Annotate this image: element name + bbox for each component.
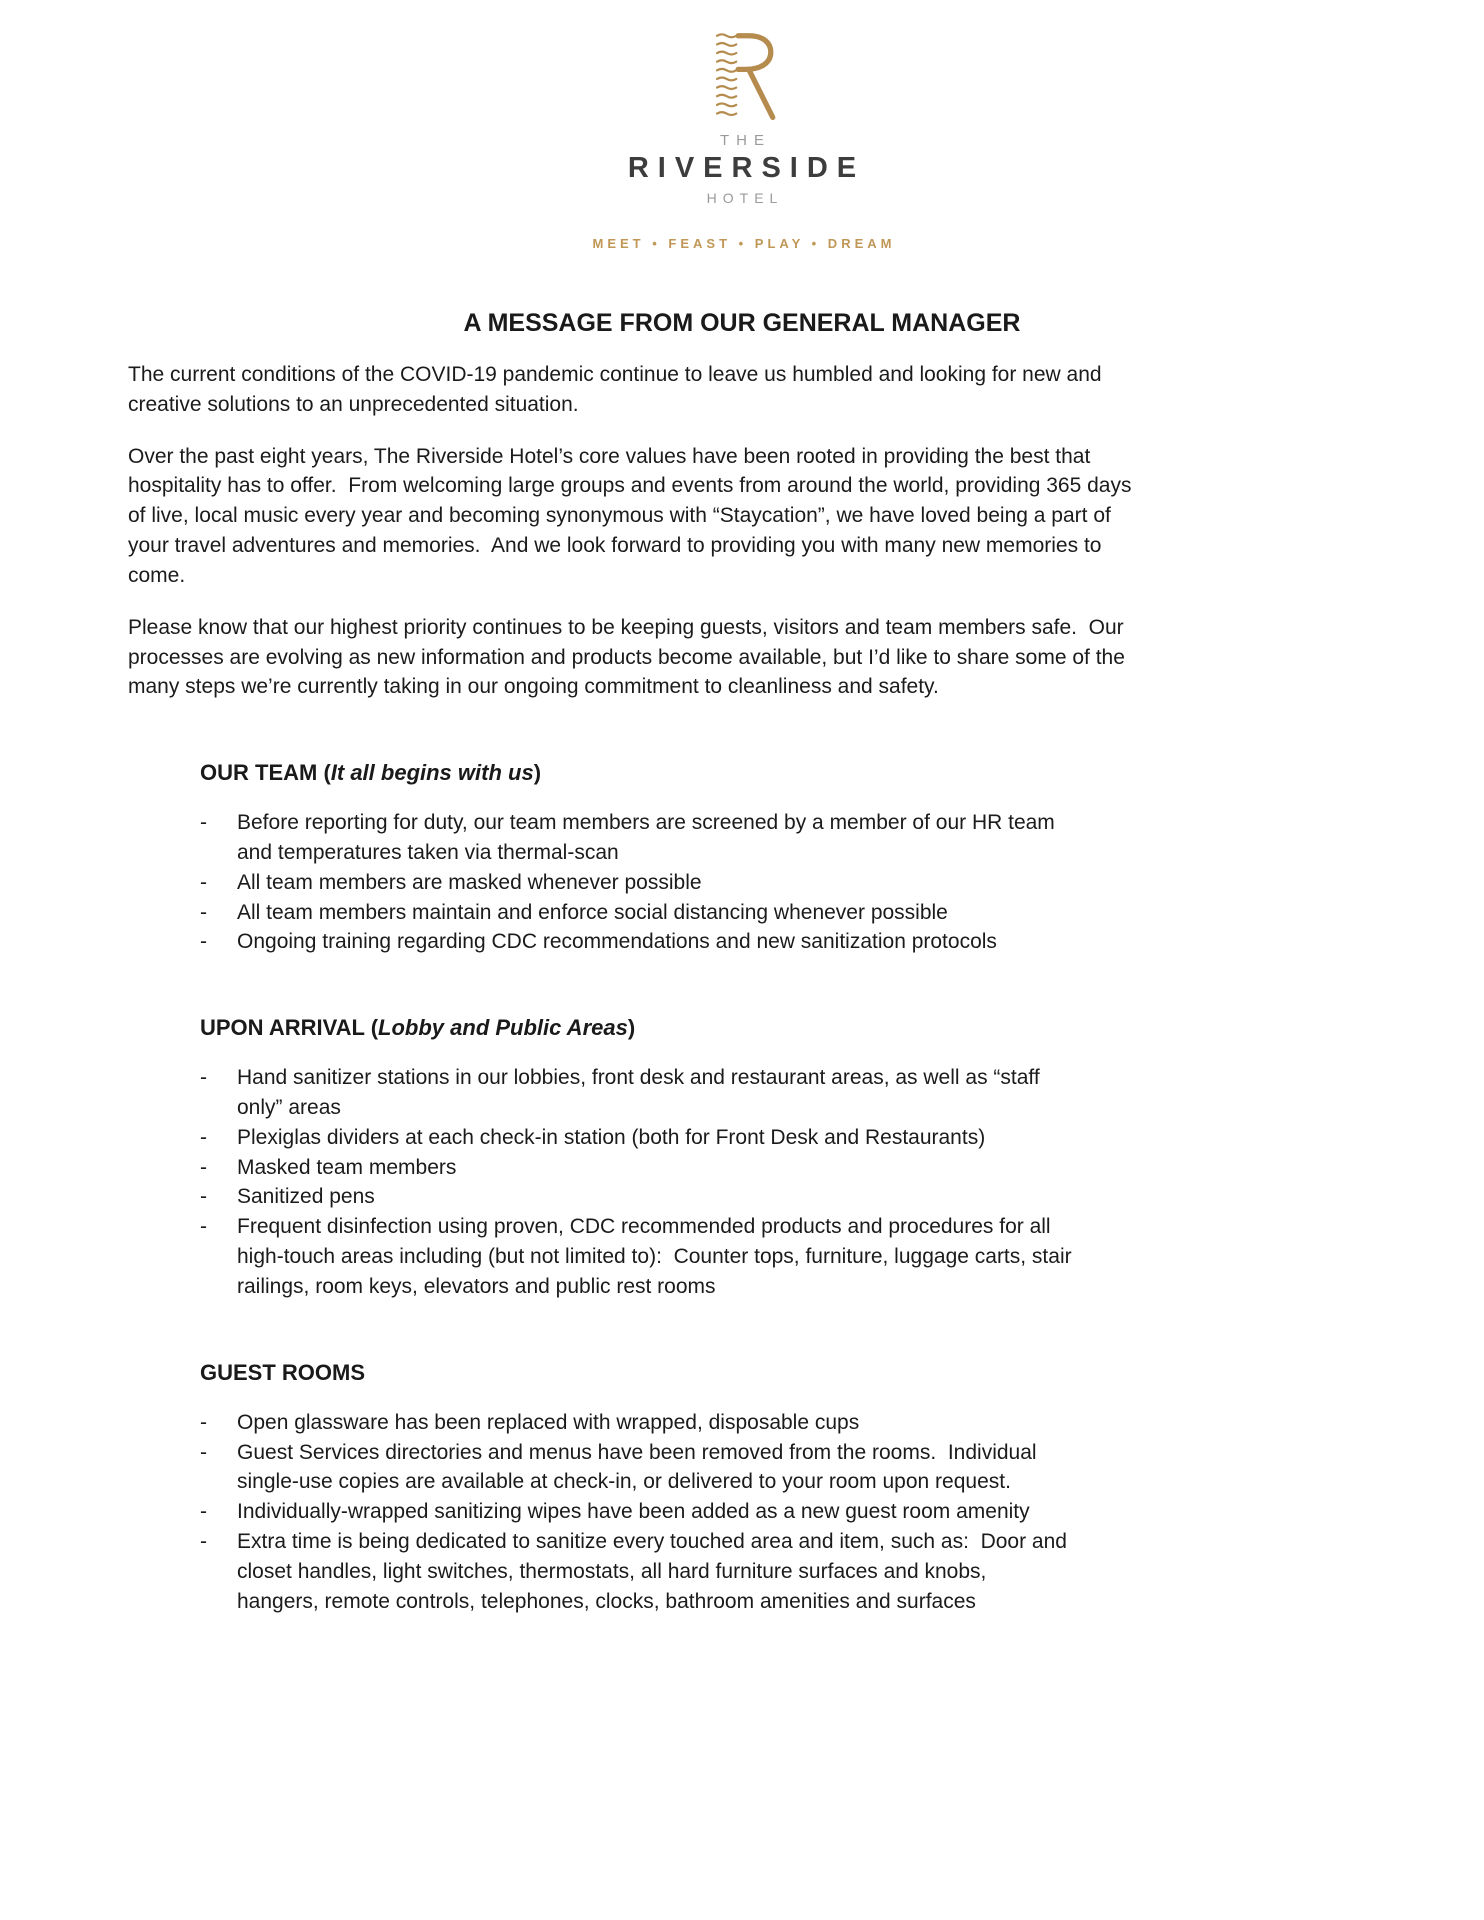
- section-heading: [200, 760, 1138, 786]
- bullet-text: Open glassware has been replaced with wrapped, disposable cups: [237, 1410, 860, 1434]
- section-guest-rooms: [200, 1360, 1138, 1617]
- bullet-dash: -: [200, 900, 207, 924]
- paragraph: Over the past eight years, The Riverside Hotel’s core values have been rooted in providing the best that hospitality has to offer. From welcoming large groups and events from around the world, providing 365 days of live, local music every year and becoming synonymous with “Staycation”, we have loved being a part of your travel adventures and memories. And we look forward to providing you with many new memories to come.: [128, 444, 1138, 587]
- list-item: [200, 1063, 1138, 1123]
- bullet-text: Extra time is being dedicated to sanitize every touched area and item, such as: Door and closet handles, light switches, thermostats, all hard furniture surfaces and knobs, hangers, remote controls, telephones, clocks, bathroom amenities and surfaces: [237, 1529, 1073, 1613]
- bullet-list: [200, 1408, 1138, 1617]
- heading-italic-text: It all begins with us: [330, 760, 534, 786]
- logo-hotel-word: HOTEL: [706, 190, 784, 206]
- bullet-text: Sanitized pens: [237, 1185, 375, 1209]
- bullet-list: [200, 1063, 1138, 1302]
- bullet-text: Before reporting for duty, our team members are screened by a member of our HR team and temperatures taken via thermal-scan: [237, 811, 1061, 864]
- bullet-dash: -: [200, 1155, 207, 1179]
- list-item: [200, 1182, 1138, 1212]
- bullet-text: Guest Services directories and menus have been removed from the rooms. Individual single-use copies are available at check-in, or delivered to your room upon request.: [237, 1440, 1043, 1494]
- section-heading: [200, 1015, 1138, 1041]
- bullet-dash: -: [200, 1215, 207, 1239]
- paragraph: Please know that our highest priority continues to be keeping guests, visitors and team members safe. Our processes are evolving as new information and products become available, but I’d like to share some of the many steps we’re currently taking in our ongoing commitment to cleanliness and safety.: [128, 615, 1131, 699]
- hotel-logo: [128, 26, 1356, 251]
- list-item: [200, 927, 1138, 957]
- list-item: [200, 808, 1138, 868]
- bullet-text: Ongoing training regarding CDC recommendations and new sanitization protocols: [237, 930, 997, 954]
- list-item: [200, 1123, 1138, 1153]
- bullet-dash: -: [200, 1066, 207, 1090]
- section-upon-arrival: [200, 1015, 1138, 1302]
- page-title: A MESSAGE FROM OUR GENERAL MANAGER: [463, 309, 1021, 337]
- bullet-dash: -: [200, 1185, 207, 1209]
- heading-text: OUR TEAM (: [200, 760, 331, 786]
- bullet-text: Plexiglas dividers at each check-in station (both for Front Desk and Restaurants): [237, 1125, 986, 1149]
- section-heading: [200, 1360, 1138, 1386]
- list-item: [200, 1527, 1138, 1616]
- bullet-dash: -: [200, 1410, 207, 1434]
- section-our-team: [200, 760, 1138, 957]
- heading-text: UPON ARRIVAL (: [200, 1015, 379, 1041]
- paragraph: The current conditions of the COVID-19 pandemic continue to leave us humbled and looking for new and creative solutions to an unprecedented situation.: [128, 363, 1108, 416]
- logo-hotel-name: RIVERSIDE: [627, 152, 866, 184]
- bullet-text: Hand sanitizer stations in our lobbies, front desk and restaurant areas, as well as “staff only” areas: [237, 1066, 1046, 1119]
- list-item: [200, 1497, 1138, 1527]
- bullet-dash: -: [200, 1500, 207, 1524]
- list-item: [200, 868, 1138, 898]
- list-item: [200, 1153, 1138, 1183]
- heading-text: GUEST ROOMS: [200, 1359, 366, 1385]
- heading-close: ): [627, 1015, 636, 1041]
- logo-tagline: MEET • FEAST • PLAY • DREAM: [592, 236, 896, 251]
- bullet-dash: -: [200, 1125, 207, 1149]
- document-body: [128, 360, 1138, 1616]
- bullet-list: [200, 808, 1138, 957]
- heading-close: ): [533, 760, 542, 786]
- bullet-text: Individually-wrapped sanitizing wipes have been added as a new guest room amenity: [237, 1500, 1030, 1524]
- heading-italic-text: Lobby and Public Areas: [378, 1015, 628, 1041]
- bullet-dash: -: [200, 1529, 207, 1553]
- bullet-dash: -: [200, 930, 207, 954]
- bullet-text: Masked team members: [237, 1155, 457, 1179]
- riverside-monogram-icon: [694, 26, 790, 130]
- list-item: [200, 1212, 1138, 1301]
- bullet-dash: -: [200, 811, 207, 835]
- list-item: [200, 898, 1138, 928]
- bullet-text: All team members maintain and enforce social distancing whenever possible: [237, 900, 948, 924]
- bullet-text: All team members are masked whenever possible: [237, 870, 702, 894]
- list-item: [200, 1438, 1138, 1498]
- bullet-dash: -: [200, 1440, 207, 1464]
- list-item: [200, 1408, 1138, 1438]
- bullet-dash: -: [200, 870, 207, 894]
- bullet-text: Frequent disinfection using proven, CDC recommended products and procedures for all high-touch areas including (but not limited to): Counter tops, furniture, luggage carts, stair railings, room keys, elevators and public rest rooms: [237, 1215, 1078, 1298]
- logo-the-text: THE: [720, 132, 771, 149]
